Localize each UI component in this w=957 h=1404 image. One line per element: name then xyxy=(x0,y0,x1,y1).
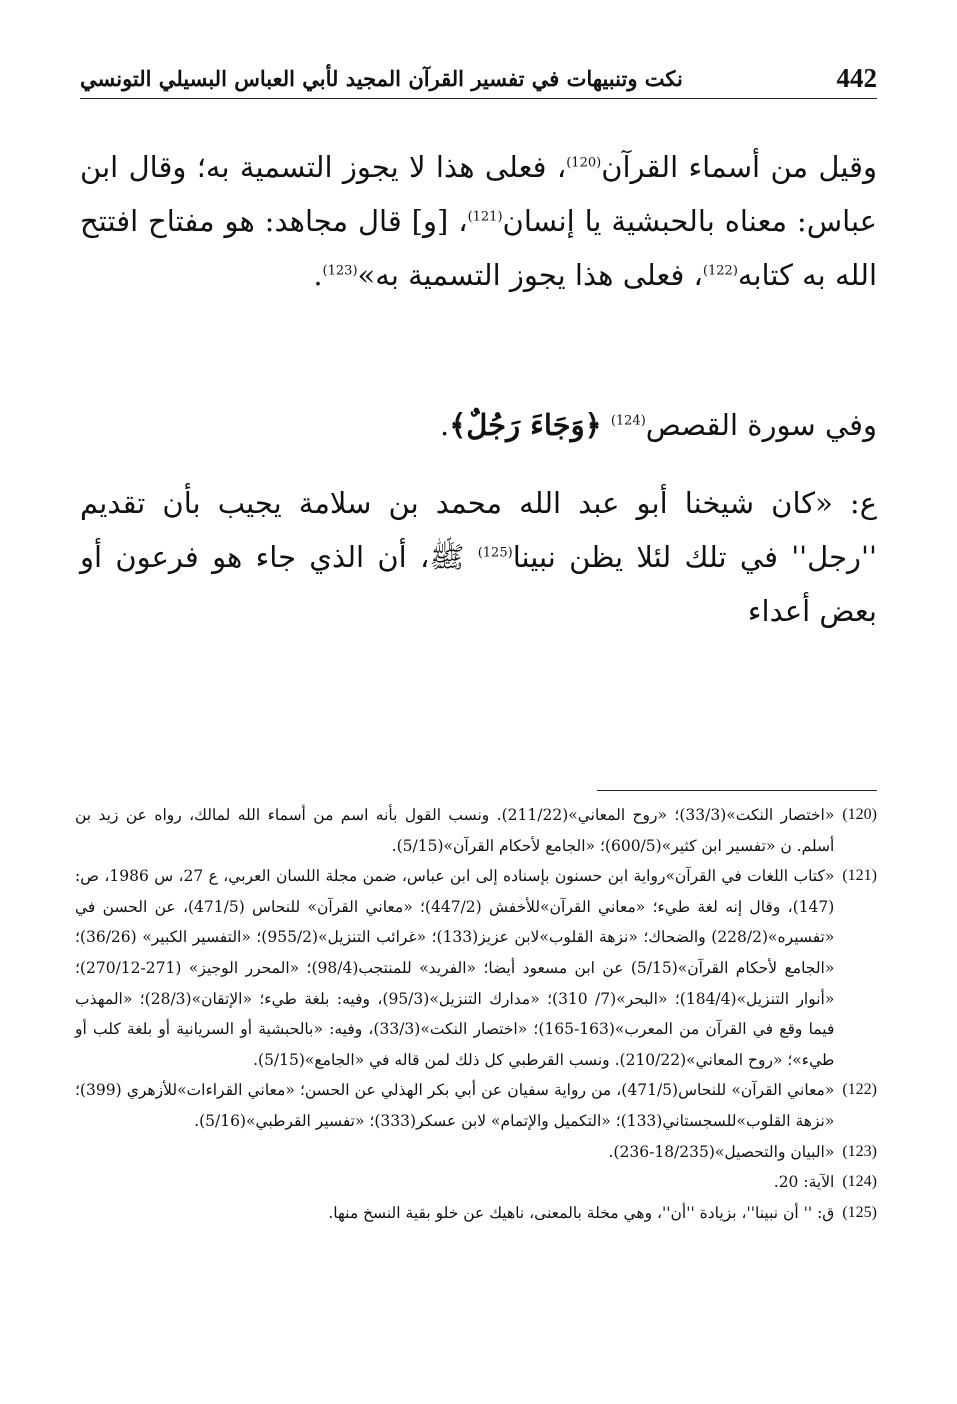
paragraph-text: ، [و] قال مجاهد: هو مفتاح افتتح الله به كتابه xyxy=(80,204,877,292)
paragraph-2 xyxy=(80,398,877,452)
footnote-ref[interactable]: (123) xyxy=(322,263,358,279)
paragraph-1 xyxy=(80,140,877,302)
paragraph-text: ، فعلى هذا يجوز التسمية به» xyxy=(357,258,703,292)
footnote-text: «كتاب اللغات في القرآن»رواية ابن حسنون بإسناده إلى ابن عباس، ضمن مجلة اللسان العربي، ع 27، س 1986، ص: (147)، وقال إنه لغة طيء؛ «معاني القرآن»للأخفش (447/2)؛ «معاني القرآن» للنحاس (471/5)، عن الحسن في «تفسيره»(228/2) والضحاك؛ «نزهة القلوب»لابن عزيز(133)؛ «غرائب التنزيل»(955/2)؛ «التفسير الكبير» (36/26)؛ «الجامع لأحكام القرآن»(5/15) عن ابن مسعود أيضا؛ «الفريد» للمنتجب(98/4)؛ «المحرر الوجيز» (271-270/12)؛ «أنوار التنزيل»(184/4)؛ «البحر»(7/ 310)؛ «مدارك التنزيل»(95/3)، وفيه: بلغة طيء؛ «الإتقان»(28/3)؛ «المهذب فيما وقع في القرآن من المعرب»(163-165)؛ «اختصار النكت»(33/3)، وفيه: «بالحبشية أو السريانية أو بلغة كلب أو طيء»؛ «روح المعاني»(210/22). ونسب القرطبي كل ذلك لمن قاله في «الجامع»(5/15). xyxy=(75,867,835,1069)
paragraph-text: ﷺ، أن الذي جاء هو فرعون أو بعض أعداء xyxy=(80,540,877,628)
paragraph-text: . xyxy=(439,408,450,442)
footnote-divider xyxy=(597,790,877,791)
footnote-text: «البيان والتحصيل»(18/235-236). xyxy=(608,1142,835,1161)
paragraph-text: ع: «كان شيخنا أبو عبد الله محمد بن سلامة يجيب بأن تقديم ''رجل'' في تلك لئلا يظن نبينا xyxy=(80,486,877,574)
footnote-number: (124) xyxy=(842,1173,877,1191)
footnote-number: (122) xyxy=(842,1081,877,1099)
footnote-123 xyxy=(75,1137,877,1168)
footnotes xyxy=(75,800,877,1228)
footnote-number: (121) xyxy=(842,867,877,885)
paragraph-text: . xyxy=(313,258,323,292)
footnote-ref[interactable]: (125) xyxy=(477,545,513,561)
running-title: نكت وتنبيهات في تفسير القرآن المجيد لأبي العباس البسيلي التونسي xyxy=(80,65,683,91)
page-header xyxy=(80,58,877,99)
footnote-number: (120) xyxy=(842,806,877,823)
footnote-125 xyxy=(75,1198,877,1229)
paragraph-3 xyxy=(80,476,877,638)
paragraph-text: وقيل من أسماء القرآن xyxy=(601,150,878,184)
footnote-ref[interactable]: (121) xyxy=(467,209,503,225)
footnote-text: ق: '' أن نبينا''، بزيادة ''أن''، وهي مخلة بالمعنى، ناهيك عن خلو بقية النسخ منها. xyxy=(328,1203,835,1222)
footnote-text: «معاني القرآن» للنحاس(471/5)، من رواية سفيان عن أبي بكر الهذلي عن الحسن؛ «معاني القراءات»للأزهري (399)؛ «نزهة القلوب»للسجستاني(133)؛ «التكميل والإتمام» لابن عسكر(333)؛ «تفسير القرطبي»(5/16). xyxy=(75,1081,835,1130)
footnote-number: (123) xyxy=(842,1142,877,1160)
footnote-ref[interactable]: (122) xyxy=(702,263,738,279)
footnote-number: (125) xyxy=(842,1203,877,1221)
paragraph-text: وفي سورة القصص xyxy=(645,408,877,442)
page-number: 442 xyxy=(836,62,877,93)
footnote-124 xyxy=(75,1167,877,1198)
footnote-ref[interactable]: (120) xyxy=(566,155,602,171)
footnote-ref[interactable]: (124) xyxy=(610,413,646,429)
footnote-120 xyxy=(75,800,877,861)
footnote-122 xyxy=(75,1075,877,1136)
verse-quote: ﴿وَجَاءَ رَجُلٌ﴾ xyxy=(449,408,602,442)
paragraph-text: ، فعلى هذا لا يجوز التسمية به؛ وقال ابن عباس: معناه بالحبشية يا إنسان xyxy=(80,150,877,238)
footnote-121 xyxy=(75,861,877,1075)
footnote-text: «اختصار النكت»(33/3)؛ «روح المعاني»(211/22). ونسب القول بأنه اسم من أسماء الله لمالك، رواه عن زيد بن أسلم. ن «تفسير ابن كثير»(600/5)؛ «الجامع لأحكام القرآن»(5/15). xyxy=(75,806,835,855)
footnote-text: الآية: 20. xyxy=(773,1173,835,1192)
